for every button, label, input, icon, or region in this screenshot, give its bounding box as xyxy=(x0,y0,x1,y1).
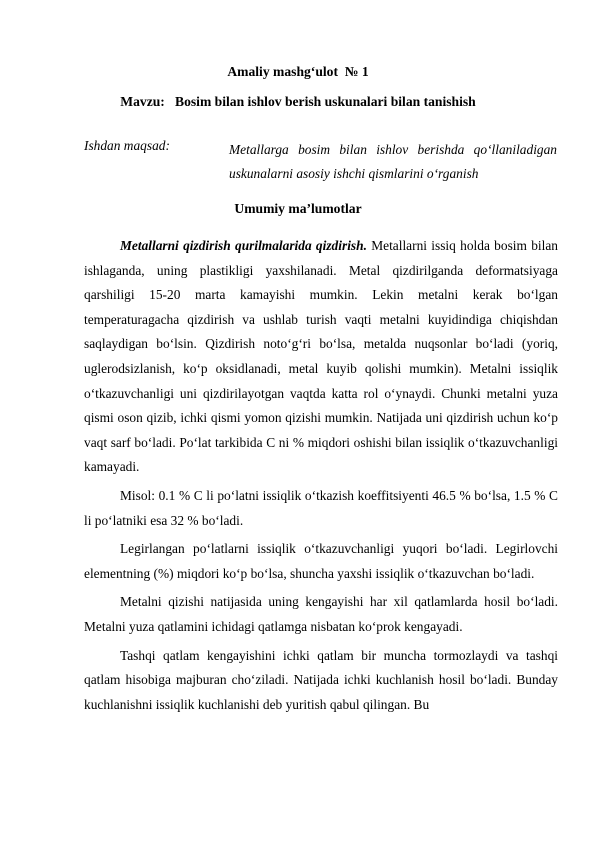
page-title: Amaliy mashg‘ulot № 1 xyxy=(227,64,369,79)
paragraph-3: Legirlangan po‘latlarni issiqlik o‘tkazuvchanligi yuqori bo‘ladi. Legirlovchi elementning (%) miqdori ko‘p bo‘lsa, shuncha yaxshi issiqlik o‘tkazuvchan bo‘ladi. xyxy=(84,541,558,581)
paragraph-1 xyxy=(84,234,558,480)
paragraph-4: Metalni qizishi natijasida uning kengayishi har xil qatlamlarda hosil bo‘ladi. Metalni yuza qatlamini ichidagi qatlamga nisbatan ko‘prok kengayadi. xyxy=(84,594,558,634)
body-text xyxy=(84,234,558,720)
aim-line-1: Metallarga bosim bilan ishlov berishda qo‘llaniladigan xyxy=(229,142,557,157)
paragraph-2: Misol: 0.1 % C li po‘latni issiqlik o‘tkazish koeffitsiyenti 46.5 % bo‘lsa, 1.5 % C li po‘latniki esa 32 % bo‘ladi. xyxy=(84,487,558,528)
paragraph-5: Tashqi qatlam kengayishini ichki qatlam bir muncha tormozlaydi va tashqi qatlam hisobiga majburan cho‘ziladi. Natijada ichki kuchlanish hosil bo‘ladi. Bunday kuchlanishni issiqlik kuchlanishi deb yuritish qabul qilingan. Bu xyxy=(84,647,558,712)
paragraph-1-text: Metallarni issiq holda bosim bilan ishlaganda, uning plastikligi yaxshilanadi. Metal qizdirilganda deformatsiyaga qarshiligi 15-20 marta kamayishi mumkin. Lekin metalni kerak bo‘lgan temperaturagacha qizdirish va ushlab turish vaqti metalni kuyidindiga chiqishdan saqlaydigan bo‘lsin. Qizdirish noto‘g‘ri bo‘lsa, metalda nuqsonlar bo‘ladi (yoriq, uglerodsizlanish, ko‘p oksidlanadi, metal kuyib qolishi mumkin). Metalni issiqlik o‘tkazuvchanligi uni qizdirilayotgan vaqtda katta rol o‘ynaydi. Chunki metalni yuza qismi oson qizib, ichki qismi yomon qizishi mumkin. Natijada uni qizdirish uchun ko‘p vaqt sarf bo‘ladi. Po‘lat tarkibida C ni % miqdori oshishi bilan issiqlik o‘tkazuvchanligi kamayadi. xyxy=(84,238,558,475)
aim-line-2: uskunalarni asosiy ishchi qismlarini o‘rganish xyxy=(229,166,479,181)
paragraph-lead: Metallarni qizdirish qurilmalarida qizdirish. xyxy=(120,238,367,253)
section-heading: Umumiy ma’lumotlar xyxy=(234,201,362,216)
aim-text xyxy=(229,138,557,186)
topic-heading: Mavzu: Bosim bilan ishlov berish uskunalari bilan tanishish xyxy=(120,94,476,109)
aim-label: Ishdan maqsad: xyxy=(84,138,170,153)
